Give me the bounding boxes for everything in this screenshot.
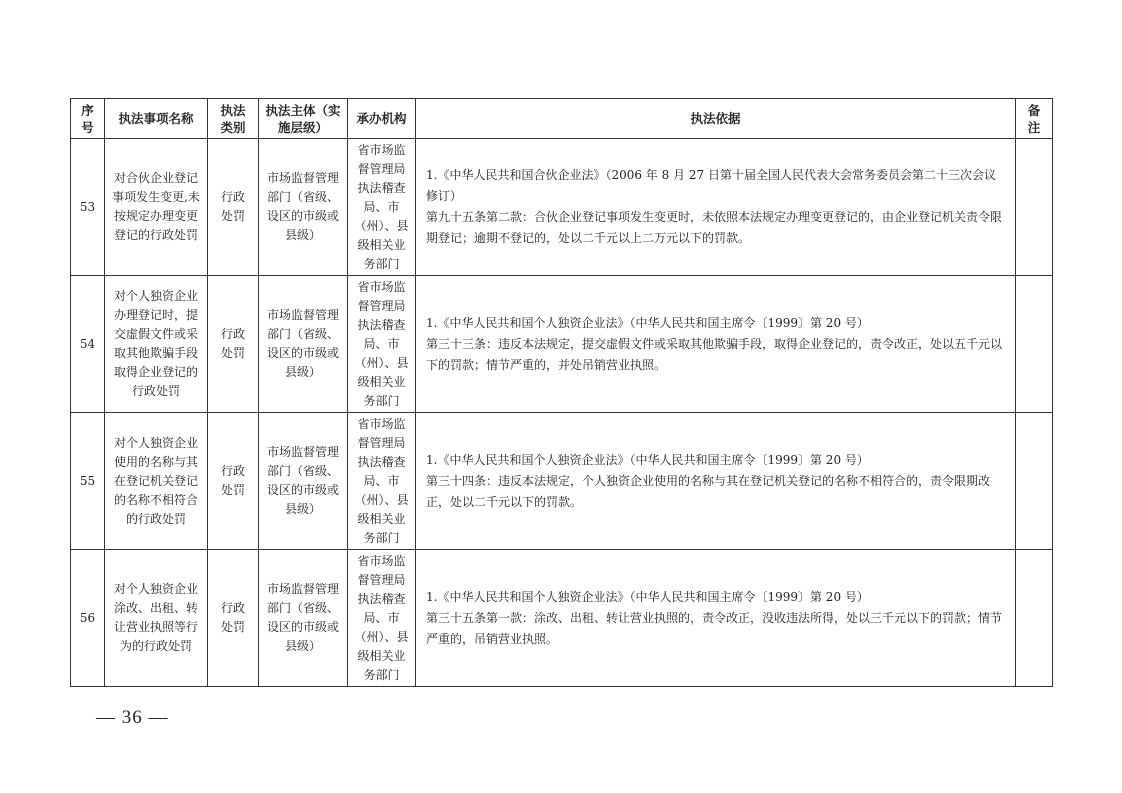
row-category: 行政处罚 xyxy=(208,139,259,276)
row-agency: 省市场监督管理局执法稽查局、市（州）、县级相关业务部门 xyxy=(348,276,416,413)
row-note xyxy=(1016,139,1053,276)
row-item-name: 对个人独资企业涂改、出租、转让营业执照等行为的行政处罚 xyxy=(105,550,208,687)
basis-article: 第三十四条：违反本法规定，个人独资企业使用的名称与其在登记机关登记的名称不相符合的，责令限期改正，处以二千元以下的罚款。 xyxy=(426,473,991,509)
row-agency: 省市场监督管理局执法稽查局、市（州）、县级相关业务部门 xyxy=(348,550,416,687)
header-basis: 执法依据 xyxy=(416,99,1016,139)
row-item-name: 对个人独资企业办理登记时，提交虚假文件或采取其他欺骗手段取得企业登记的行政处罚 xyxy=(105,276,208,413)
header-name: 执法事项名称 xyxy=(105,99,208,139)
row-subject: 市场监督管理部门（省级、设区的市级或县级） xyxy=(259,413,348,550)
header-index: 序号 xyxy=(71,99,105,139)
table-row xyxy=(71,550,1053,687)
row-note xyxy=(1016,413,1053,550)
row-subject: 市场监督管理部门（省级、设区的市级或县级） xyxy=(259,550,348,687)
header-note: 备注 xyxy=(1016,99,1053,139)
row-subject: 市场监督管理部门（省级、设区的市级或县级） xyxy=(259,139,348,276)
table-row xyxy=(71,276,1053,413)
row-category: 行政处罚 xyxy=(208,413,259,550)
table-row xyxy=(71,139,1053,276)
basis-article: 第九十五条第二款：合伙企业登记事项发生变更时，未依照本法规定办理变更登记的，由企业登记机关责令限期登记；逾期不登记的，处以二千元以上二万元以下的罚款。 xyxy=(426,210,1003,245)
basis-law: 1.《中华人民共和国个人独资企业法》（中华人民共和国主席令〔1999〕第 20 号） xyxy=(426,452,869,467)
row-agency: 省市场监督管理局执法稽查局、市（州）、县级相关业务部门 xyxy=(348,139,416,276)
row-index: 55 xyxy=(71,413,105,550)
basis-law: 1.《中华人民共和国个人独资企业法》（中华人民共和国主席令〔1999〕第 20 号） xyxy=(426,315,869,330)
row-item-name: 对个人独资企业使用的名称与其在登记机关登记的名称不相符合的行政处罚 xyxy=(105,413,208,550)
header-category: 执法类别 xyxy=(208,99,259,139)
header-agency: 承办机构 xyxy=(348,99,416,139)
basis-law: 1.《中华人民共和国合伙企业法》（2006 年 8 月 27 日第十届全国人民代表大会常务委员会第二十三次会议修订） xyxy=(426,168,996,203)
row-basis xyxy=(416,139,1016,276)
row-category: 行政处罚 xyxy=(208,550,259,687)
row-subject: 市场监督管理部门（省级、设区的市级或县级） xyxy=(259,276,348,413)
table-row xyxy=(71,413,1053,550)
row-index: 53 xyxy=(71,139,105,276)
basis-law: 1.《中华人民共和国个人独资企业法》（中华人民共和国主席令〔1999〕第 20 号） xyxy=(426,589,869,604)
header-subject: 执法主体（实施层级） xyxy=(259,99,348,139)
row-basis xyxy=(416,550,1016,687)
row-index: 54 xyxy=(71,276,105,413)
row-note xyxy=(1016,550,1053,687)
enforcement-table xyxy=(70,98,1053,687)
row-item-name: 对合伙企业登记事项发生变更,未按规定办理变更登记的行政处罚 xyxy=(105,139,208,276)
row-agency: 省市场监督管理局执法稽查局、市（州）、县级相关业务部门 xyxy=(348,413,416,550)
row-basis xyxy=(416,276,1016,413)
basis-article: 第三十三条：违反本法规定，提交虚假文件或采取其他欺骗手段，取得企业登记的，责令改正，处以五千元以下的罚款；情节严重的，并处吊销营业执照。 xyxy=(426,336,1003,372)
table-header-row xyxy=(71,99,1053,139)
page-number: — 36 — xyxy=(96,707,169,728)
row-category: 行政处罚 xyxy=(208,276,259,413)
row-note xyxy=(1016,276,1053,413)
row-basis xyxy=(416,413,1016,550)
row-index: 56 xyxy=(71,550,105,687)
basis-article: 第三十五条第一款：涂改、出租、转让营业执照的，责令改正，没收违法所得，处以三千元以下的罚款；情节严重的，吊销营业执照。 xyxy=(426,610,1003,646)
